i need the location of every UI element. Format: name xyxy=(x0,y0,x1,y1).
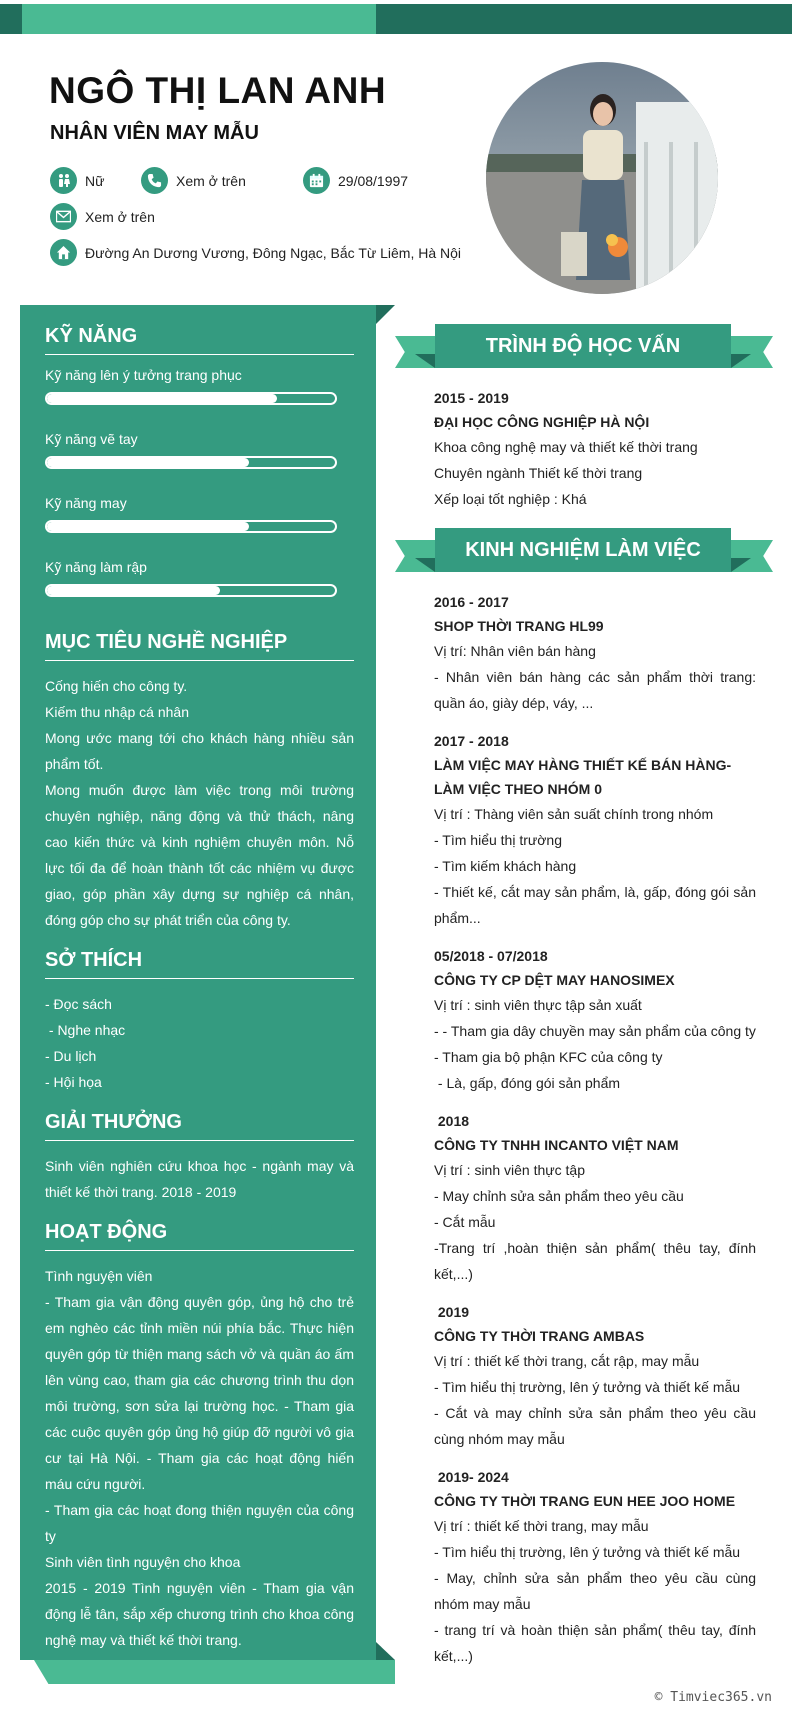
gender-value: Nữ xyxy=(85,172,105,189)
job-line: -Trang trí ,hoàn thiện sản phẩm( thêu tay, đính kết,...) xyxy=(434,1240,756,1282)
education-period: 2015 - 2019 xyxy=(434,390,509,406)
job-line: - Là, gấp, đóng gói sản phẩm xyxy=(434,1075,621,1091)
awards-heading: GIẢI THƯỞNG xyxy=(45,1111,354,1141)
job-company: CÔNG TY CP DỆT MAY HANOSIMEX xyxy=(434,972,675,988)
sidebar-fold-top xyxy=(376,305,395,324)
job-company: CÔNG TY THỜI TRANG EUN HEE JOO HOME xyxy=(434,1493,736,1509)
job-period: 2017 - 2018 xyxy=(434,733,509,749)
job-line: Vị trí : sinh viên thực tập xyxy=(434,1162,585,1178)
objective-text: Cống hiến cho công ty. Kiếm thu nhập cá nhân Mong ước mang tới cho khách hàng nhiều sản phẩm tốt. Mong muốn được làm việc trong môi trường chuyên nghiệp, năng động và thử thách, nâng cao kiến thức và kinh nghiệm chuyên môn. Nỗ lực tối đa để hoàn thành tốt các nhiệm vụ được giao, góp phần xây dựng sự nghiệp cá nhân, đóng góp cho sự phát triển của công ty. xyxy=(45,678,354,928)
skills-heading: KỸ NĂNG xyxy=(45,325,354,355)
job-entry xyxy=(434,1465,756,1669)
awards-text: Sinh viên nghiên cứu khoa học - ngành may và thiết kế thời trang. 2018 - 2019 xyxy=(45,1158,354,1200)
sidebar xyxy=(20,305,376,1660)
job-line: - Tìm kiếm khách hàng xyxy=(434,858,577,874)
job-line: Vị trí : sinh viên thực tập sản xuất xyxy=(434,997,642,1013)
phone-info xyxy=(141,167,246,194)
phone-icon xyxy=(141,167,168,194)
job-entry xyxy=(434,729,756,931)
address-info xyxy=(50,239,461,266)
experience-heading: KINH NGHIỆM LÀM VIỆC xyxy=(435,528,731,572)
address-value: Đường An Dương Vương, Đông Ngạc, Bắc Từ Liêm, Hà Nội xyxy=(85,244,462,261)
job-line: Vị trí : thiết kế thời trang, cắt rập, may mẫu xyxy=(434,1353,700,1369)
sidebar-fold-bottom xyxy=(376,1642,395,1660)
experience-banner xyxy=(415,528,751,572)
birthdate-info xyxy=(303,167,408,194)
job-line: - Tham gia bộ phận KFC của công ty xyxy=(434,1049,663,1065)
person-icon xyxy=(50,167,77,194)
job-company: LÀM VIỆC MAY HÀNG THIẾT KẾ BÁN HÀNG- LÀM VIỆC THEO NHÓM 0 xyxy=(434,757,732,797)
skill-label: Kỹ năng làm rập xyxy=(45,559,147,575)
job-title: NHÂN VIÊN MAY MẪU xyxy=(50,122,259,144)
skill-label: Kỹ năng may xyxy=(45,495,127,511)
job-line: - Cắt và may chỉnh sửa sản phẩm theo yêu cầu cùng nhóm may mẫu xyxy=(434,1405,756,1447)
job-line: - Nhân viên bán hàng các sản phẩm thời trang: quần áo, giày dép, váy, ... xyxy=(434,669,756,711)
job-line: Vị trí : Thàng viên sản suất chính trong nhóm xyxy=(434,806,714,822)
profile-photo xyxy=(486,62,718,294)
gender-info xyxy=(50,167,104,194)
skill-bar xyxy=(45,392,337,405)
skill-bar xyxy=(45,520,337,533)
skill-bar-fill xyxy=(47,394,277,403)
email-icon xyxy=(50,203,77,230)
job-line: - Tìm hiểu thị trường, lên ý tưởng và thiết kế mẫu xyxy=(434,1379,741,1395)
activities-text: Tình nguyện viên - Tham gia vận động quyên góp, ủng hộ cho trẻ em nghèo các tỉnh miền núi phía bắc. Thực hiện quyên góp từ thiện mang sách vở và quần áo ấm lên vùng cao, tham gia các chương trình thu dọn môi trường, sơn sửa lại trường học. - Tham gia các cuộc quyên góp ủng hộ giúp đỡ người vô gia cư tại Hà Nội. - Tham gia các hoạt động hiến máu cứu người. - Tham gia các hoạt đong thiện nguyện của công ty Sinh viên tình nguyện cho khoa 2015 - 2019 Tình nguyện viên - Tham gia vận động lễ tân, sắp xếp chương trình cho khoa công nghệ may và thiết kế thời trang. xyxy=(45,1268,354,1648)
job-entry xyxy=(434,944,756,1096)
birthdate-value: 29/08/1997 xyxy=(338,172,409,189)
skill-bar-fill xyxy=(47,458,249,467)
skill-bar-fill xyxy=(47,586,220,595)
job-entry xyxy=(434,1300,756,1452)
education-section xyxy=(434,386,756,512)
job-line: - - Tham gia dây chuyền may sản phẩm của công ty xyxy=(434,1023,756,1039)
skill-bar xyxy=(45,584,337,597)
education-banner xyxy=(415,324,751,368)
email-info xyxy=(50,203,155,230)
education-line: Xếp loại tốt nghiệp : Khá xyxy=(434,491,587,507)
job-entry xyxy=(434,1109,756,1287)
job-company: CÔNG TY THỜI TRANG AMBAS xyxy=(434,1328,645,1344)
candidate-name: NGÔ THỊ LAN ANH xyxy=(49,70,387,111)
education-school: ĐẠI HỌC CÔNG NGHIỆP HÀ NỘI xyxy=(434,414,650,430)
top-bar-accent xyxy=(22,4,376,34)
skill-label: Kỹ năng lên ý tưởng trang phục xyxy=(45,367,242,383)
job-period: 05/2018 - 07/2018 xyxy=(434,948,548,964)
job-period: 2018 xyxy=(434,1113,470,1129)
job-line: Vị trí: Nhân viên bán hàng xyxy=(434,643,596,659)
activities-heading: HOẠT ĐỘNG xyxy=(45,1221,354,1251)
calendar-icon xyxy=(303,167,330,194)
sidebar-footer-ribbon xyxy=(34,1660,395,1684)
job-period: 2019- 2024 xyxy=(434,1469,509,1485)
job-line: Vị trí : thiết kế thời trang, may mẫu xyxy=(434,1518,649,1534)
hobbies-text: - Đọc sách - Nghe nhạc - Du lịch - Hội họa xyxy=(45,996,126,1090)
job-line: - May chỉnh sửa sản phẩm theo yêu cầu xyxy=(434,1188,684,1204)
job-entry xyxy=(434,590,756,716)
education-line: Khoa công nghệ may và thiết kế thời trang xyxy=(434,439,698,455)
objective-heading: MỤC TIÊU NGHỀ NGHIỆP xyxy=(45,631,354,661)
skill-bar-fill xyxy=(47,522,249,531)
watermark: © Timviec365.vn xyxy=(654,1690,772,1705)
experience-section xyxy=(434,590,756,1682)
job-period: 2019 xyxy=(434,1304,470,1320)
skill-bar xyxy=(45,456,337,469)
job-line: - May, chỉnh sửa sản phẩm theo yêu cầu cùng nhóm may mẫu xyxy=(434,1570,756,1612)
job-line: - Cắt mẫu xyxy=(434,1214,496,1230)
job-line: - Thiết kế, cắt may sản phẩm, là, gấp, đóng gói sản phẩm... xyxy=(434,884,756,926)
job-company: CÔNG TY TNHH INCANTO VIỆT NAM xyxy=(434,1137,679,1153)
job-line: - trang trí và hoàn thiện sản phẩm( thêu tay, đính kết,...) xyxy=(434,1622,756,1664)
education-line: Chuyên ngành Thiết kế thời trang xyxy=(434,465,643,481)
job-line: - Tìm hiểu thị trường xyxy=(434,832,563,848)
home-icon xyxy=(50,239,77,266)
phone-value[interactable]: Xem ở trên xyxy=(176,172,246,189)
job-line: - Tìm hiểu thị trường, lên ý tưởng và thiết kế mẫu xyxy=(434,1544,741,1560)
skill-label: Kỹ năng vẽ tay xyxy=(45,431,138,447)
job-period: 2016 - 2017 xyxy=(434,594,509,610)
job-company: SHOP THỜI TRANG HL99 xyxy=(434,618,604,634)
education-heading: TRÌNH ĐỘ HỌC VẤN xyxy=(435,324,731,368)
email-value[interactable]: Xem ở trên xyxy=(85,208,155,225)
hobbies-heading: SỞ THÍCH xyxy=(45,949,354,979)
